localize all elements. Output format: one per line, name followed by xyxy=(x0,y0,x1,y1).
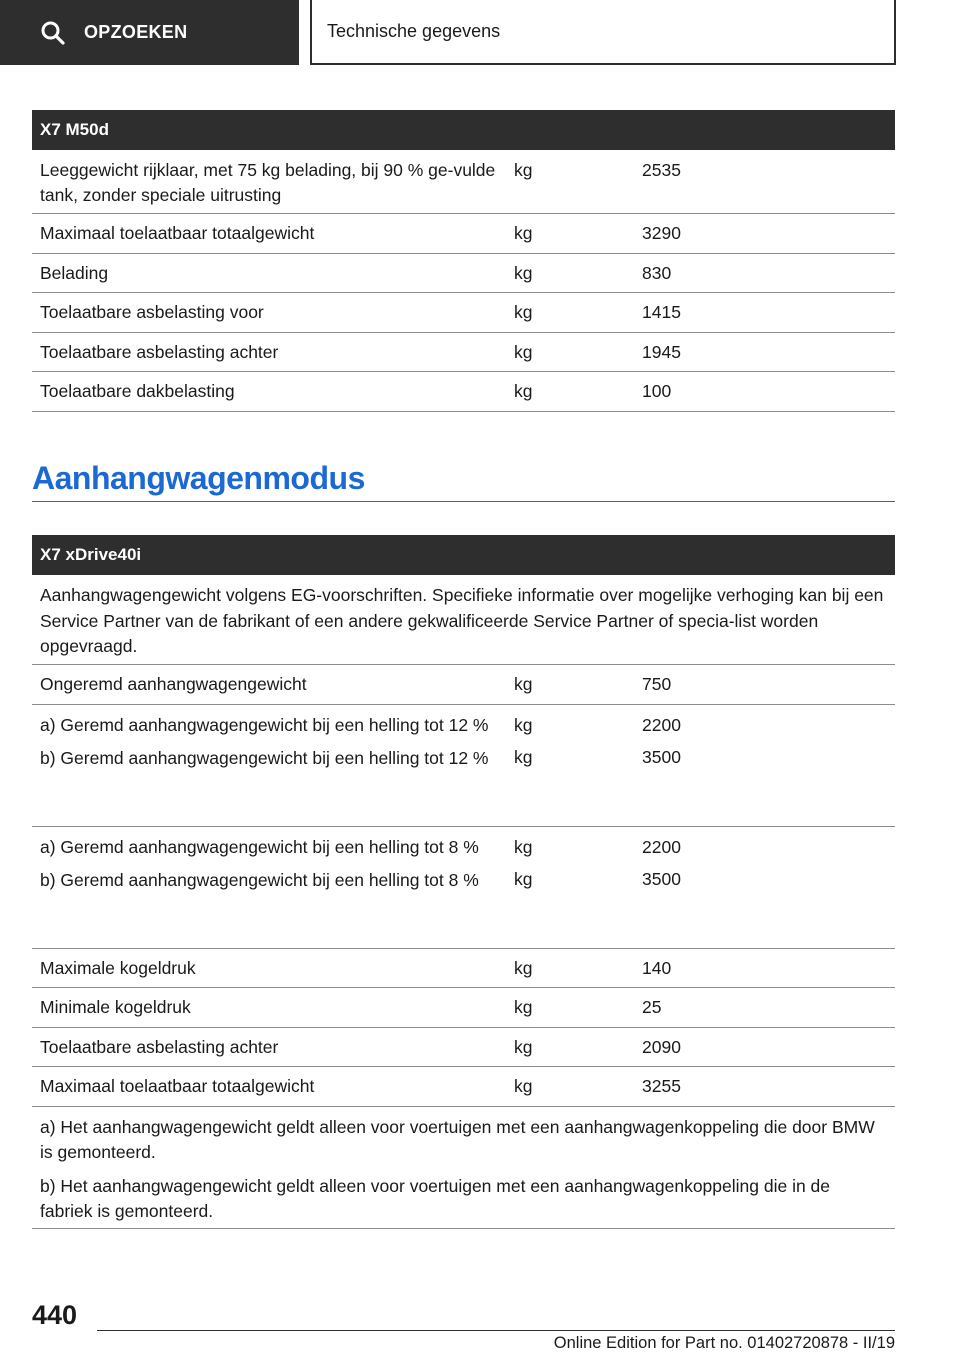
row-value xyxy=(634,705,895,826)
section-heading xyxy=(32,455,895,502)
row-label: Toelaatbare dakbelasting xyxy=(40,381,235,401)
row-label: Maximaal toelaatbaar totaalgewicht xyxy=(40,223,315,243)
row-label: Minimale kogeldruk xyxy=(40,997,191,1017)
row-label xyxy=(32,705,506,826)
row-unit xyxy=(506,827,634,948)
row-value: 1945 xyxy=(642,341,681,362)
table-row xyxy=(32,665,895,705)
table-intro: Aanhangwagengewicht volgens EG-voorschriften. Specifieke informatie over mogelijke verhoging kan bij een Service Partner van de fabrikant of een andere gekwalificeerde Service Partner of specia-list worden opgevraagd. xyxy=(32,575,895,665)
table-row xyxy=(32,1028,895,1068)
row-value: 2090 xyxy=(642,1036,681,1057)
note-a: a) Het aanhangwagengewicht geldt alleen voor voertuigen met een aanhangwagenkoppeling die door BMW is gemonteerd. xyxy=(40,1116,875,1162)
table-notes xyxy=(32,1107,895,1229)
row-value: 1415 xyxy=(642,302,681,322)
row-unit: kg xyxy=(514,223,533,243)
note-b: b) Het aanhangwagengewicht geldt alleen voor voertuigen met een aanhangwagenkoppeling die in de fabriek is gemonteerd. xyxy=(40,1175,831,1221)
row-label-a: a) Geremd aanhangwagengewicht bij een helling tot 12 % xyxy=(40,714,489,735)
row-value: 100 xyxy=(642,381,672,401)
row-value: 140 xyxy=(642,957,672,978)
row-unit xyxy=(506,705,634,826)
table-row xyxy=(32,372,895,412)
row-label: Belading xyxy=(40,262,109,283)
row-unit: kg xyxy=(514,381,533,401)
search-button-label: OPZOEKEN xyxy=(84,22,188,42)
row-value xyxy=(634,827,895,948)
table-row xyxy=(32,827,895,949)
weights-table-m50d xyxy=(32,110,895,412)
row-value: 830 xyxy=(642,262,672,283)
row-label-a: a) Geremd aanhangwagengewicht bij een helling tot 8 % xyxy=(40,836,479,857)
row-value-b: 3500 xyxy=(642,868,681,889)
table-row xyxy=(32,254,895,294)
table-row xyxy=(32,949,895,989)
row-unit-a: kg xyxy=(514,714,533,735)
table-row xyxy=(32,988,895,1028)
row-label: Leeggewicht rijklaar, met 75 kg belading, bij 90 % ge-vulde tank, zonder speciale uitrusting xyxy=(40,160,496,205)
search-icon xyxy=(40,20,66,46)
table-row xyxy=(32,293,895,333)
row-value: 3255 xyxy=(642,1076,681,1096)
section-heading-text: Aanhangwagenmodus xyxy=(32,460,365,496)
top-bar xyxy=(0,0,960,66)
row-unit-b: kg xyxy=(514,746,533,767)
row-unit: kg xyxy=(514,1076,533,1096)
row-unit: kg xyxy=(514,262,533,283)
row-value-a: 2200 xyxy=(642,836,681,857)
row-value: 3290 xyxy=(642,223,681,243)
table-row xyxy=(32,333,895,373)
section-title: Technische gegevens xyxy=(327,21,501,41)
table-row xyxy=(32,214,895,254)
row-unit: kg xyxy=(514,302,533,322)
table-row xyxy=(32,150,895,214)
row-unit: kg xyxy=(514,341,533,362)
row-unit: kg xyxy=(514,674,533,694)
row-label: Toelaatbare asbelasting achter xyxy=(40,341,279,362)
row-unit: kg xyxy=(514,997,533,1017)
row-value-b: 3500 xyxy=(642,746,681,767)
row-label xyxy=(32,827,506,948)
search-button[interactable] xyxy=(0,0,299,65)
table-row xyxy=(32,1067,895,1107)
row-value: 25 xyxy=(642,997,662,1017)
row-label: Maximaal toelaatbaar totaalgewicht xyxy=(40,1076,315,1096)
row-label: Toelaatbare asbelasting voor xyxy=(40,302,264,322)
row-label-b: b) Geremd aanhangwagengewicht bij een helling tot 8 % xyxy=(40,869,479,890)
row-label: Toelaatbare asbelasting achter xyxy=(40,1036,279,1057)
page-number: 440 xyxy=(32,1300,78,1330)
table-title: X7 M50d xyxy=(32,110,895,150)
row-value: 2535 xyxy=(642,160,681,180)
row-unit-a: kg xyxy=(514,836,533,857)
row-unit: kg xyxy=(514,1036,533,1057)
table-row xyxy=(32,705,895,827)
row-label-b: b) Geremd aanhangwagengewicht bij een helling tot 12 % xyxy=(40,747,489,768)
row-label: Ongeremd aanhangwagengewicht xyxy=(40,674,307,694)
row-value-a: 2200 xyxy=(642,714,681,735)
footer-edition-text: Online Edition for Part no. 01402720878 - II/19 xyxy=(553,1334,895,1352)
row-label: Maximale kogeldruk xyxy=(40,957,196,978)
row-unit: kg xyxy=(514,957,533,978)
row-value: 750 xyxy=(642,674,672,694)
table-title: X7 xDrive40i xyxy=(32,535,895,575)
section-title-box[interactable] xyxy=(310,0,896,65)
row-unit: kg xyxy=(514,160,533,180)
footer-divider xyxy=(97,1330,895,1331)
row-unit-b: kg xyxy=(514,868,533,889)
trailer-table-xdrive40i xyxy=(32,535,895,1229)
